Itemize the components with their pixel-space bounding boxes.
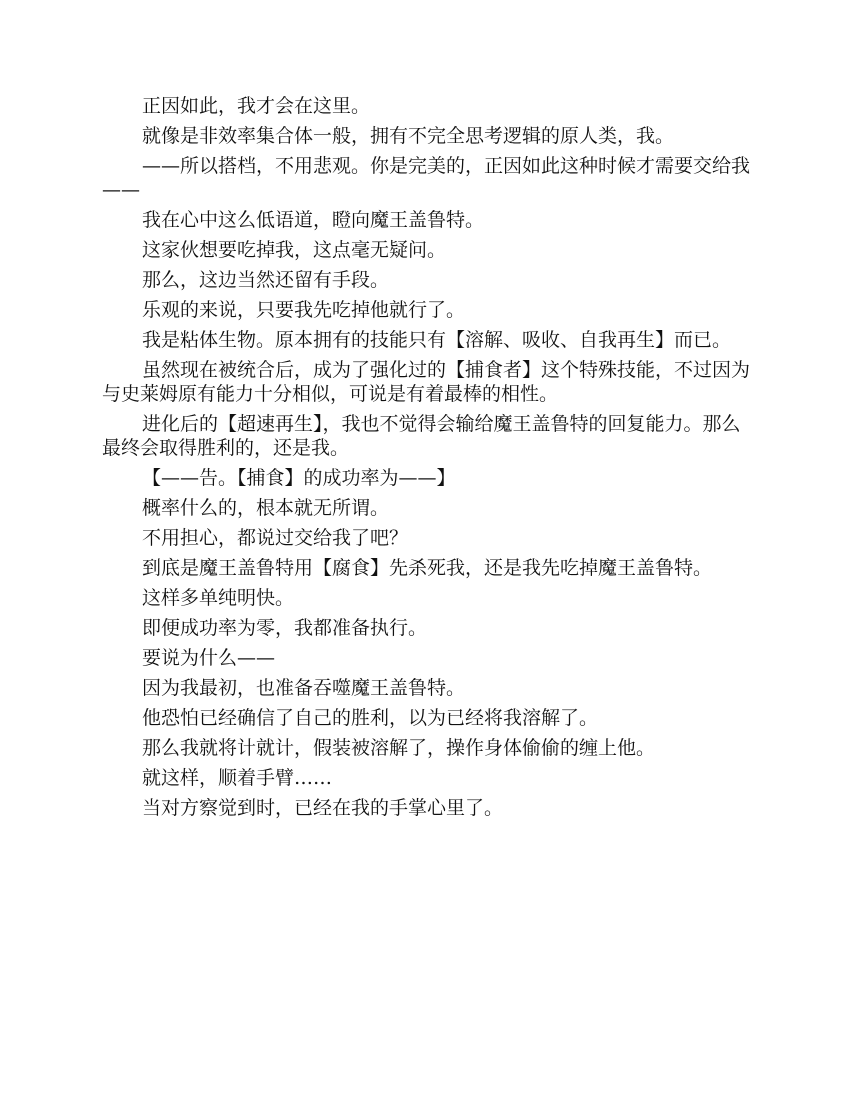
paragraph: 【——告。【捕食】的成功率为——】 — [142, 467, 456, 489]
paragraph: 那么我就将计就计，假装被溶解了，操作身体偷偷的缠上他。 — [142, 737, 656, 759]
paragraph: 那么，这边当然还留有手段。 — [142, 269, 390, 291]
paragraph: 正因如此，我才会在这里。 — [142, 95, 371, 117]
paragraph: 我在心中这么低语道，瞪向魔王盖鲁特。 — [142, 209, 485, 231]
paragraph: ——所以搭档，不用悲观。你是完美的，正因如此这种时候才需要交给我—— — [102, 155, 751, 201]
paragraph: 即便成功率为零，我都准备执行。 — [142, 617, 428, 639]
paragraph: 进化后的【超速再生】，我也不觉得会输给魔王盖鲁特的回复能力。那么最终会取得胜利的，还是我。 — [102, 413, 741, 459]
paragraph: 不用担心，都说过交给我了吧？ — [142, 527, 409, 549]
paragraph: 我是粘体生物。原本拥有的技能只有【溶解、吸收、自我再生】而已。 — [142, 329, 732, 351]
paragraph: 他恐怕已经确信了自己的胜利，以为已经将我溶解了。 — [142, 707, 599, 729]
paragraph: 当对方察觉到时，已经在我的手掌心里了。 — [142, 797, 504, 819]
paragraph: 因为我最初，也准备吞噬魔王盖鲁特。 — [142, 677, 466, 699]
paragraph: 这样多单纯明快。 — [142, 587, 295, 609]
paragraph: 到底是魔王盖鲁特用【腐食】先杀死我，还是我先吃掉魔王盖鲁特。 — [142, 557, 713, 579]
paragraph: 乐观的来说，只要我先吃掉他就行了。 — [142, 299, 466, 321]
paragraph: 概率什么的，根本就无所谓。 — [142, 497, 390, 519]
paragraph: 就像是非效率集合体一般，拥有不完全思考逻辑的原人类，我。 — [142, 125, 675, 147]
paragraph: 虽然现在被统合后，成为了强化过的【捕食者】这个特殊技能，不过因为与史莱姆原有能力十分相似，可说是有着最棒的相性。 — [102, 359, 751, 405]
paragraph: 就这样，顺着手臂…… — [142, 767, 333, 789]
paragraph: 这家伙想要吃掉我，这点毫无疑问。 — [142, 239, 447, 261]
paragraph: 要说为什么—— — [142, 647, 276, 669]
